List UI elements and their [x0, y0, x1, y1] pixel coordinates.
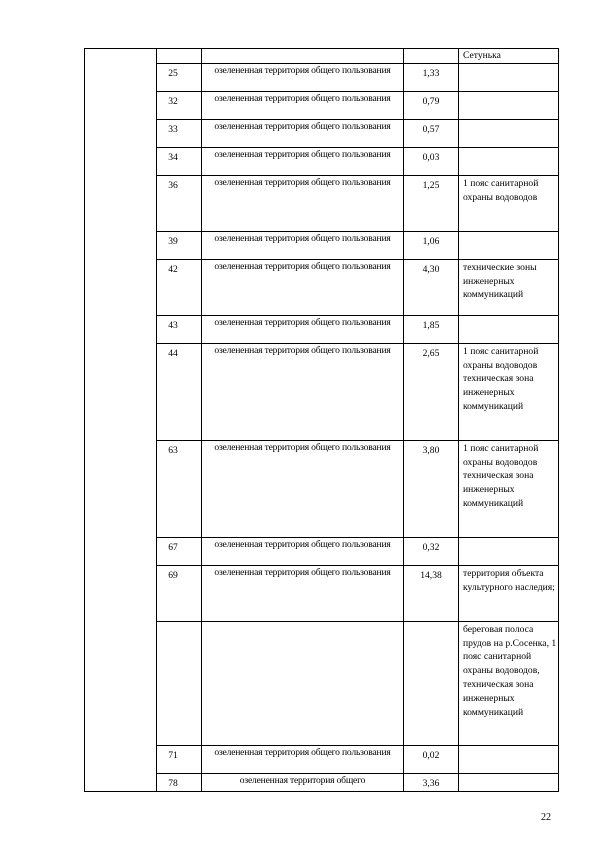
- table-row: [85, 119, 559, 147]
- cell-area: 4,30: [404, 259, 459, 315]
- cell-name: озелененная территория общего пользования: [202, 119, 404, 147]
- cell-number: 33: [157, 119, 202, 147]
- cell-number: 63: [157, 440, 202, 537]
- table-row: [85, 621, 559, 745]
- cell-number: 43: [157, 315, 202, 343]
- cell-number: 39: [157, 231, 202, 259]
- cell-name: озелененная территория общего пользования: [202, 175, 404, 231]
- cell-area: 3,80: [404, 440, 459, 537]
- cell-area: 3,36: [404, 773, 459, 791]
- cell-name: озелененная территория общего пользования: [202, 315, 404, 343]
- cell-number: 42: [157, 259, 202, 315]
- cell-area: 0,02: [404, 745, 459, 773]
- cell-note: 1 пояс санитарной охраны водоводов техническая зона инженерных коммуникаций: [459, 440, 559, 537]
- table-row: [85, 175, 559, 231]
- cell-area: 0,79: [404, 91, 459, 119]
- cell-note: [459, 773, 559, 791]
- table-row: [85, 565, 559, 621]
- table-row: [85, 537, 559, 565]
- cell-name: озелененная территория общего пользования: [202, 565, 404, 621]
- cell-name: озелененная территория общего пользования: [202, 259, 404, 315]
- page-number: 22: [541, 812, 551, 823]
- cell-name: озелененная территория общего пользования: [202, 745, 404, 773]
- cell-note: [459, 147, 559, 175]
- cell-note: [459, 91, 559, 119]
- cell-note: технические зоны инженерных коммуникаций: [459, 259, 559, 315]
- cell-area: 14,38: [404, 565, 459, 621]
- cell-name: [202, 621, 404, 745]
- table-row: [85, 147, 559, 175]
- cell-area: 0,03: [404, 147, 459, 175]
- cell-area: 0,57: [404, 119, 459, 147]
- table-row: [85, 259, 559, 315]
- cell-name: озелененная территория общего пользования: [202, 91, 404, 119]
- cell-number: 71: [157, 745, 202, 773]
- cell-note: береговая полоса прудов на р.Сосенка, 1 пояс санитарной охраны водоводов, техническая зона инженерных коммуникаций: [459, 621, 559, 745]
- cell-area: [404, 621, 459, 745]
- cell-area: 1,25: [404, 175, 459, 231]
- table-body: [85, 49, 559, 792]
- cell-note: 1 пояс санитарной охраны водоводов техническая зона инженерных коммуникаций: [459, 343, 559, 440]
- cell-name: озелененная территория общего пользования: [202, 63, 404, 91]
- table-row: [85, 773, 559, 791]
- cell-name: озелененная территория общего: [202, 773, 404, 791]
- cell-note: [459, 745, 559, 773]
- cell-area: 2,65: [404, 343, 459, 440]
- cell-note: [459, 537, 559, 565]
- cell-number: 36: [157, 175, 202, 231]
- cell-note: [459, 119, 559, 147]
- cell-name: озелененная территория общего пользования: [202, 343, 404, 440]
- cell-number: [157, 49, 202, 64]
- cell-area: 1,33: [404, 63, 459, 91]
- cell-number: 69: [157, 565, 202, 621]
- cell-name: [202, 49, 404, 64]
- territory-table: [84, 48, 559, 792]
- cell-name: озелененная территория общего пользования: [202, 231, 404, 259]
- cell-note: [459, 315, 559, 343]
- cell-number: 25: [157, 63, 202, 91]
- cell-name: озелененная территория общего пользования: [202, 440, 404, 537]
- table-row: [85, 315, 559, 343]
- cell-area: 1,85: [404, 315, 459, 343]
- cell-number: 34: [157, 147, 202, 175]
- cell-note: [459, 231, 559, 259]
- cell-number: 78: [157, 773, 202, 791]
- cell-number: 67: [157, 537, 202, 565]
- table-row: [85, 745, 559, 773]
- table-row: [85, 231, 559, 259]
- cell-number: 44: [157, 343, 202, 440]
- cell-area: 0,32: [404, 537, 459, 565]
- table-row: [85, 343, 559, 440]
- cell-number: [157, 621, 202, 745]
- cell-note: [459, 63, 559, 91]
- cell-note: территория объекта культурного наследия;: [459, 565, 559, 621]
- cell-number: 32: [157, 91, 202, 119]
- table-header-row: [85, 49, 559, 64]
- cell-area: [404, 49, 459, 64]
- cell-name: озелененная территория общего пользования: [202, 147, 404, 175]
- table-row: [85, 63, 559, 91]
- cell-note: Сетунька: [459, 49, 559, 64]
- cell-area: 1,06: [404, 231, 459, 259]
- table-row: [85, 440, 559, 537]
- table-row: [85, 91, 559, 119]
- cell-note: 1 пояс санитарной охраны водоводов: [459, 175, 559, 231]
- merged-first-column: [85, 49, 157, 792]
- cell-name: озелененная территория общего пользования: [202, 537, 404, 565]
